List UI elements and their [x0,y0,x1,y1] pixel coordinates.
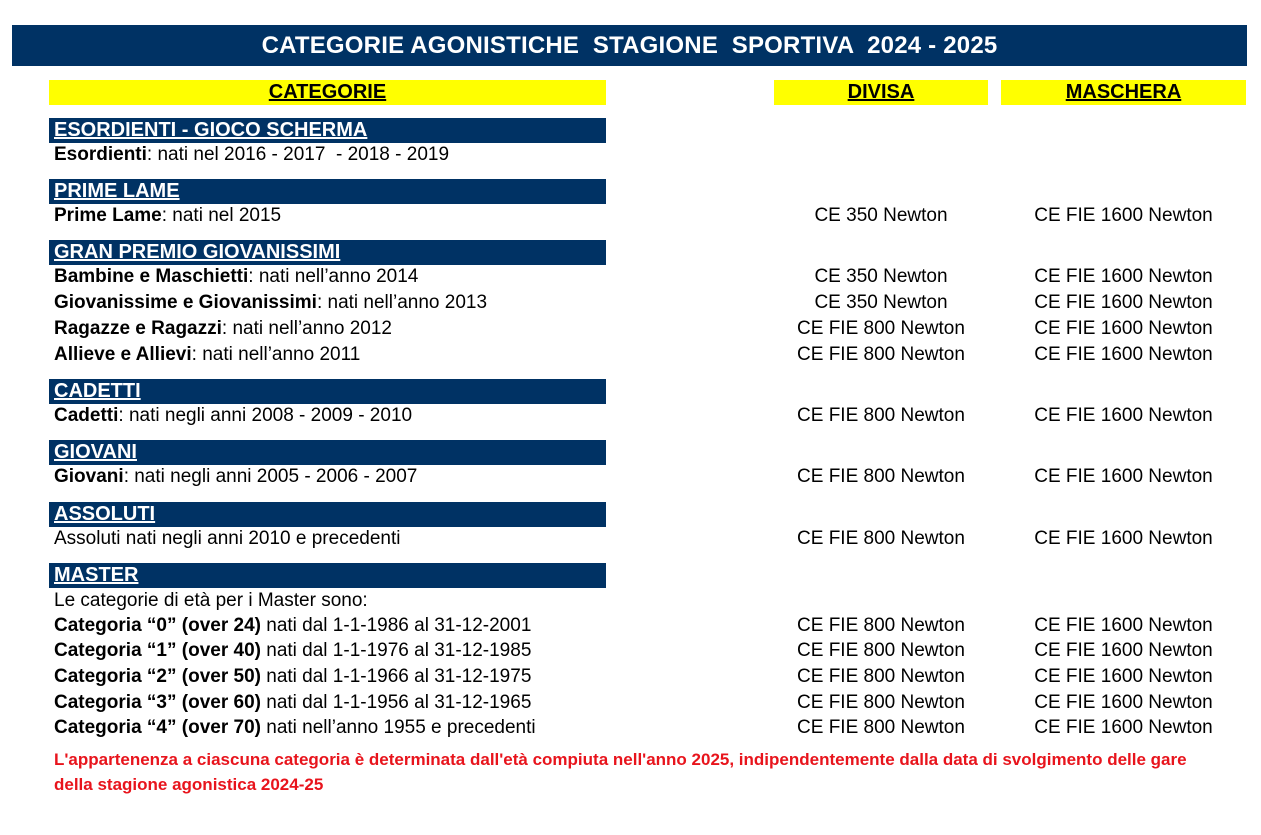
row-divisa: CE FIE 800 Newton [797,528,965,549]
row-label-text: nati dal 1-1-1956 al 31-12-1965 [260,692,532,713]
row-divisa: CE 350 Newton [814,205,948,226]
table-row [0,264,1261,290]
row-divisa: CE FIE 800 Newton [797,318,965,339]
row-label-text: : nati nell’anno 2014 [248,266,419,287]
section-prime-lame-title: PRIME LAME [49,179,606,204]
row-label [54,203,281,229]
row-divisa: CE FIE 800 Newton [797,640,965,661]
row-maschera: CE FIE 1600 Newton [1034,344,1213,365]
row-divisa: CE FIE 800 Newton [797,666,965,687]
row-label-bold: Giovanissime e Giovanissimi [54,292,317,313]
row-label [54,142,449,168]
row-label-text: nati nell’anno 1955 e precedenti [260,717,536,738]
table-row [0,316,1261,342]
master-intro: Le categorie di età per i Master sono: [54,590,368,611]
row-label-text: : nati negli anni 2008 - 2009 - 2010 [118,405,413,426]
table-row [0,690,1261,716]
section-esordienti-title: ESORDIENTI - GIOCO SCHERMA [49,118,606,143]
row-label-bold: Prime Lame [54,205,162,226]
row-label-text: Assoluti nati negli anni 2010 e precedenti [54,528,401,549]
row-label-bold: Categoria “3” (over 60) [54,692,261,713]
row-divisa: CE FIE 800 Newton [797,466,965,487]
row-maschera: CE FIE 1600 Newton [1034,466,1213,487]
row-label-text: : nati nell’anno 2013 [316,292,488,313]
row-maschera: CE FIE 1600 Newton [1034,266,1213,287]
header-divisa: DIVISA [774,80,988,105]
row-label [54,613,531,639]
row-label-text: nati dal 1-1-1986 al 31-12-2001 [260,615,532,636]
row-maschera: CE FIE 1600 Newton [1034,405,1213,426]
table-row [0,342,1261,368]
row-label-bold: Esordienti [54,144,147,165]
master-intro-row [0,588,1261,614]
footnote: L'appartenenza a ciascuna categoria è determinata dall'età compiuta nell'anno 2025, indipendentemente dalla data di svolgimento delle gare della stagione agonistica 2024-25 [54,750,1187,794]
row-divisa: CE FIE 800 Newton [797,615,965,636]
row-label-text: nati dal 1-1-1966 al 31-12-1975 [260,666,532,687]
row-maschera: CE FIE 1600 Newton [1034,640,1213,661]
row-label-bold: Categoria “1” (over 40) [54,640,261,661]
table-row [0,526,1261,552]
row-label [54,715,536,741]
row-maschera: CE FIE 1600 Newton [1034,615,1213,636]
row-divisa: CE 350 Newton [814,266,948,287]
table-row [0,464,1261,490]
row-label-text: : nati nel 2015 [161,205,282,226]
section-master-title: MASTER [49,563,606,588]
table-row [0,142,1261,168]
page-title: CATEGORIE AGONISTICHE STAGIONE SPORTIVA 2024 - 2025 [12,25,1247,66]
row-label [54,526,400,552]
row-label-text: : nati negli anni 2005 - 2006 - 2007 [123,466,418,487]
table-row [0,403,1261,429]
row-label [54,690,531,716]
section-cadetti-title: CADETTI [49,379,606,404]
row-label [54,464,417,490]
header-maschera: MASCHERA [1001,80,1246,105]
section-giovani-title: GIOVANI [49,440,606,465]
row-label-bold: Categoria “0” (over 24) [54,615,261,636]
section-gpg-title: GRAN PREMIO GIOVANISSIMI [49,240,606,265]
row-label-text: : nati nel 2016 - 2017 - 2018 - 2019 [146,144,450,165]
row-label [54,342,360,368]
row-maschera: CE FIE 1600 Newton [1034,717,1213,738]
row-label [54,264,418,290]
table-row [0,715,1261,741]
row-label-text: : nati nell’anno 2012 [221,318,392,339]
row-divisa: CE FIE 800 Newton [797,692,965,713]
row-maschera: CE FIE 1600 Newton [1034,318,1213,339]
table-row [0,290,1261,316]
table-row [0,638,1261,664]
table-row [0,613,1261,639]
row-label [54,638,531,664]
row-label-bold: Allieve e Allievi [54,344,192,365]
row-label-bold: Giovani [54,466,124,487]
header-categorie: CATEGORIE [49,80,606,105]
row-divisa: CE FIE 800 Newton [797,405,965,426]
table-row [0,664,1261,690]
row-label [54,316,392,342]
row-label [54,403,412,429]
row-label-bold: Categoria “2” (over 50) [54,666,261,687]
row-label-bold: Cadetti [54,405,119,426]
row-label-text: nati dal 1-1-1976 al 31-12-1985 [260,640,532,661]
row-maschera: CE FIE 1600 Newton [1034,666,1213,687]
row-label-bold: Categoria “4” (over 70) [54,717,261,738]
row-label-bold: Ragazze e Ragazzi [54,318,222,339]
row-label-bold: Bambine e Maschietti [54,266,249,287]
row-label-text: : nati nell’anno 2011 [191,344,361,365]
table-row [0,203,1261,229]
row-maschera: CE FIE 1600 Newton [1034,292,1213,313]
row-divisa: CE 350 Newton [814,292,948,313]
row-divisa: CE FIE 800 Newton [797,717,965,738]
row-maschera: CE FIE 1600 Newton [1034,528,1213,549]
row-label [54,664,531,690]
row-divisa: CE FIE 800 Newton [797,344,965,365]
row-maschera: CE FIE 1600 Newton [1034,692,1213,713]
row-maschera: CE FIE 1600 Newton [1034,205,1213,226]
section-assoluti-title: ASSOLUTI [49,502,606,527]
row-label [54,290,487,316]
